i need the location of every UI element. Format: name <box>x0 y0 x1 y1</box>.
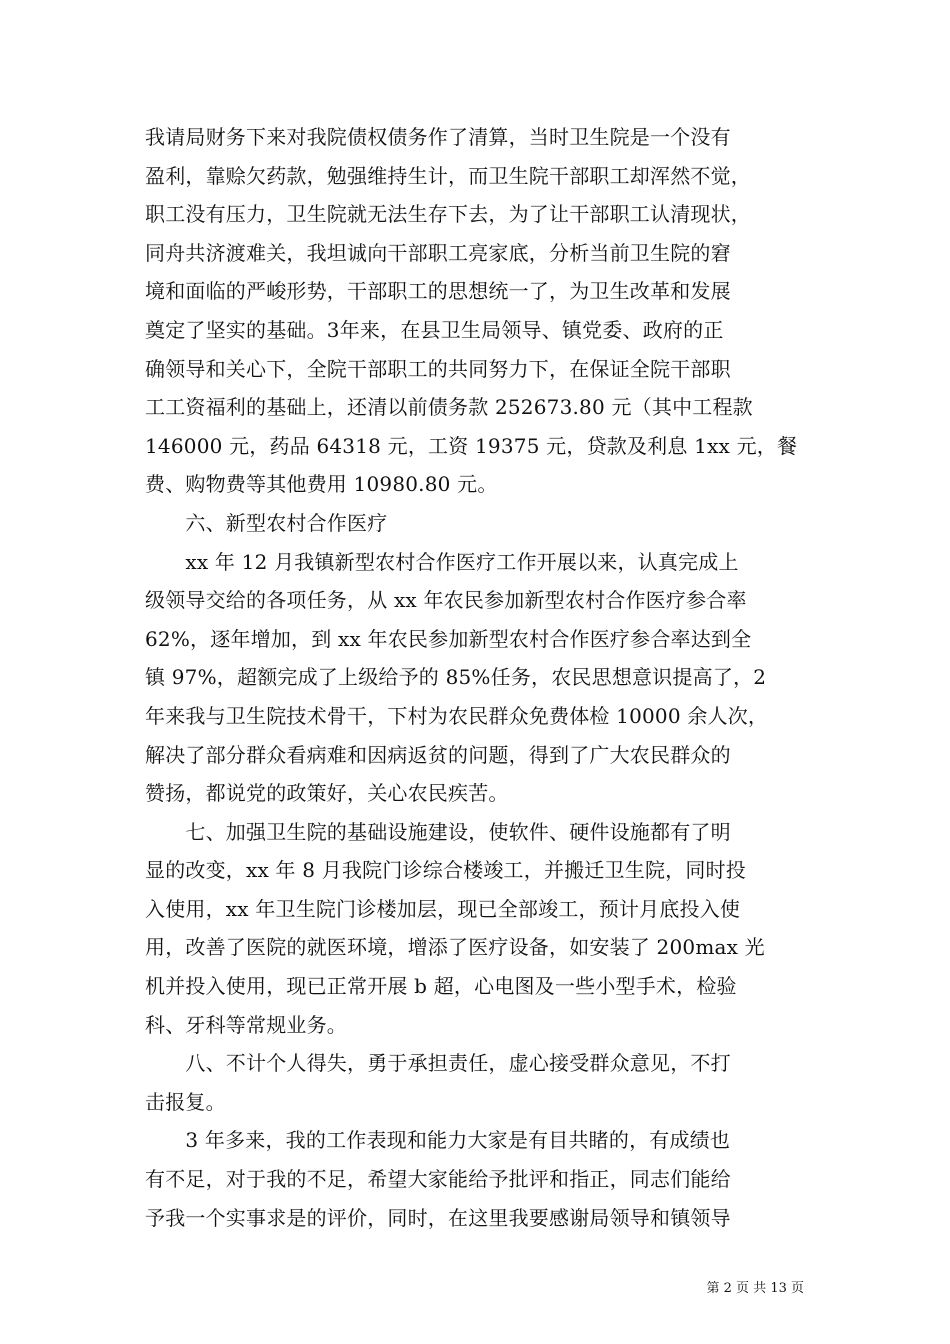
text-line: 盈利，靠赊欠药款，勉强维持生计，而卫生院干部职工却浑然不觉， <box>145 163 751 188</box>
text-line: 镇 97%，超额完成了上级给予的 85%任务，农民思想意识提高了，2 <box>145 665 767 690</box>
text-line: 科、牙科等常规业务。 <box>145 1012 347 1037</box>
text-line: 解决了部分群众看病难和因病返贫的问题，得到了广大农民群众的 <box>145 742 731 767</box>
text-line: xx 年 12 月我镇新型农村合作医疗工作开展以来，认真完成上 <box>145 549 739 574</box>
text-line: 入使用，xx 年卫生院门诊楼加层，现已全部竣工，预计月底投入使 <box>145 896 741 921</box>
text-line: 有不足，对于我的不足，希望大家能给予批评和指正，同志们能给 <box>145 1167 731 1192</box>
text-line: 境和面临的严峻形势，干部职工的思想统一了，为卫生改革和发展 <box>145 279 731 304</box>
text-line: 用，改善了医院的就医环境，增添了医疗设备，如安装了 200max 光 <box>145 935 765 960</box>
text-line: 赞扬，都说党的政策好，关心农民疾苦。 <box>145 781 509 806</box>
text-line: 3 年多来，我的工作表现和能力大家是有目共睹的，有成绩也 <box>145 1128 731 1153</box>
section-heading: 六、新型农村合作医疗 <box>145 510 388 535</box>
text-line: 我请局财务下来对我院债权债务作了清算，当时卫生院是一个没有 <box>145 125 731 149</box>
text-line: 62%，逐年增加，到 xx 年农民参加新型农村合作医疗参合率达到全 <box>145 626 752 651</box>
page-number: 第 2 页 共 13 页 <box>706 1281 804 1296</box>
text-line: 显的改变，xx 年 8 月我院门诊综合楼竣工，并搬迁卫生院，同时投 <box>145 858 746 883</box>
document-body <box>145 118 807 1237</box>
text-line: 予我一个实事求是的评价，同时，在这里我要感谢局领导和镇领导 <box>145 1205 731 1230</box>
text-line: 工工资福利的基础上，还清以前债务款 252673.80 元（其中工程款 <box>145 395 753 420</box>
text-line: 费、购物费等其他费用 10980.80 元。 <box>145 472 498 497</box>
text-line: 机并投入使用，现已正常开展 b 超，心电图及一些小型手术，检验 <box>145 974 737 999</box>
text-line: 级领导交给的各项任务，从 xx 年农民参加新型农村合作医疗参合率 <box>145 588 747 613</box>
text-line: 确领导和关心下，全院干部职工的共同努力下，在保证全院干部职 <box>145 356 731 381</box>
text-line: 击报复。 <box>145 1089 226 1114</box>
text-line: 年来我与卫生院技术骨干，下村为农民群众免费体检 10000 余人次， <box>145 703 769 728</box>
text-line: 同舟共济渡难关，我坦诚向干部职工亮家底，分析当前卫生院的窘 <box>145 240 731 265</box>
text-line: 八、不计个人得失，勇于承担责任，虚心接受群众意见，不打 <box>145 1051 731 1076</box>
text-line: 职工没有压力，卫生院就无法生存下去，为了让干部职工认清现状， <box>145 202 751 227</box>
text-line: 奠定了坚实的基础。3年来，在县卫生局领导、镇党委、政府的正 <box>145 317 724 342</box>
text-line: 七、加强卫生院的基础设施建设，使软件、硬件设施都有了明 <box>145 819 731 844</box>
text-line: 146000 元，药品 64318 元，工资 19375 元，贷款及利息 1xx 元，餐 <box>145 433 798 458</box>
